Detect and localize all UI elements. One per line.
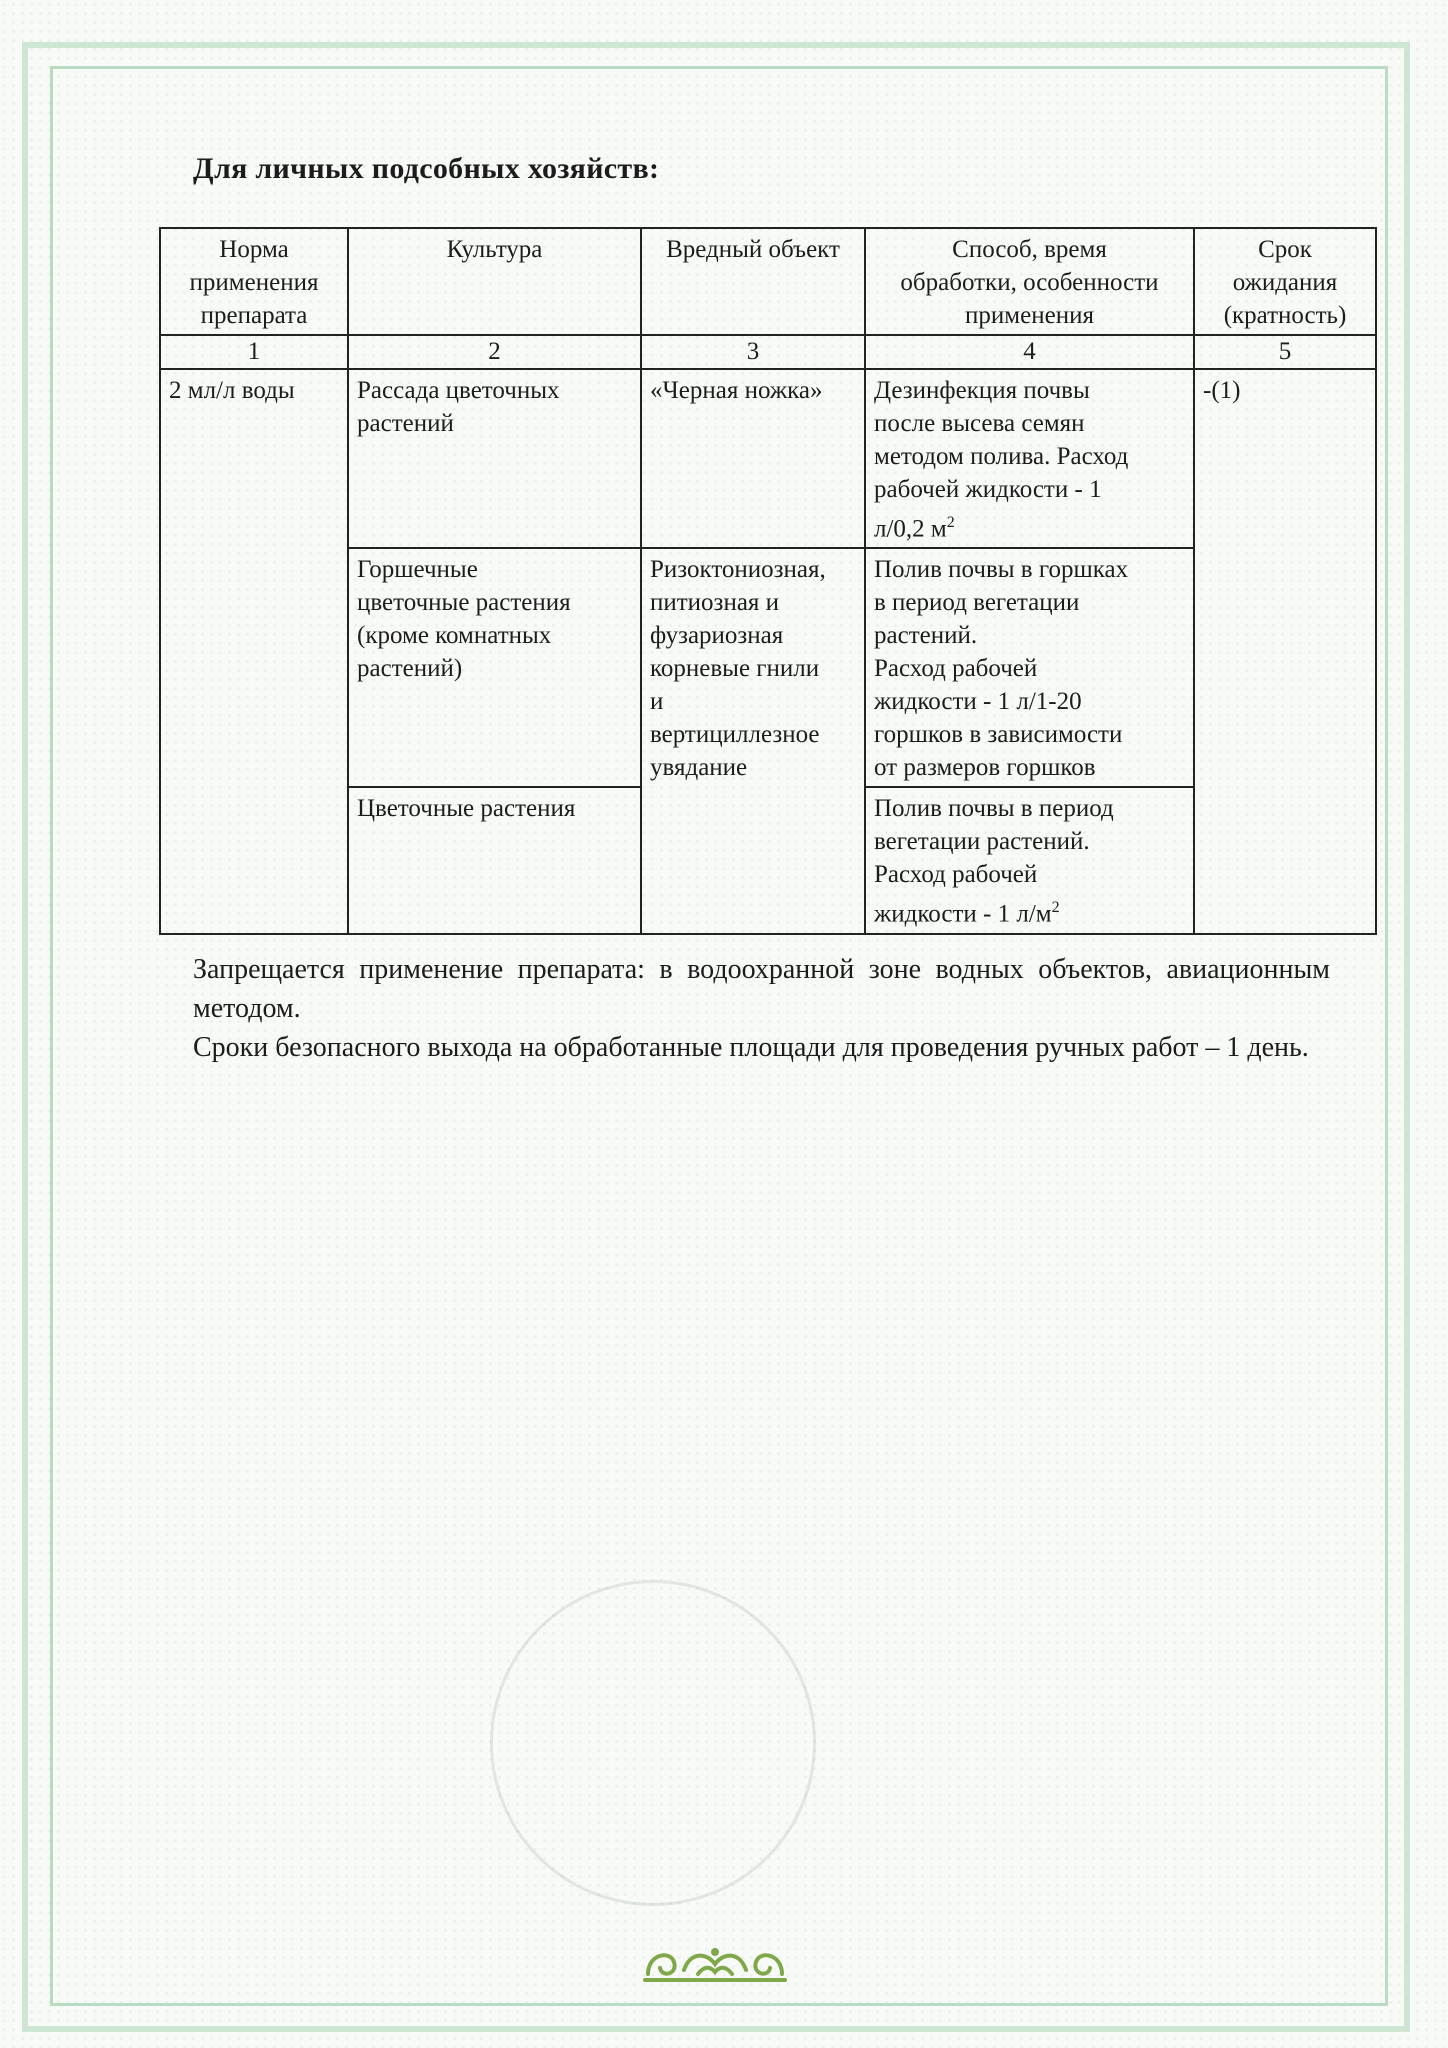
table-row bbox=[160, 369, 1376, 548]
header-pest: Вредный объект bbox=[641, 228, 865, 335]
header-rate: Норма применения препарата bbox=[160, 228, 348, 335]
column-number: 4 bbox=[865, 335, 1194, 369]
column-number-row bbox=[160, 335, 1376, 369]
culture-cell: Рассада цветочных растений bbox=[348, 369, 641, 548]
superscript: 2 bbox=[946, 514, 955, 531]
faded-seal-stamp bbox=[490, 1580, 816, 1906]
column-number: 3 bbox=[641, 335, 865, 369]
waiting-cell: -(1) bbox=[1194, 369, 1376, 934]
column-number: 5 bbox=[1194, 335, 1376, 369]
culture-cell: Горшечные цветочные растения (кроме комнатных растений) bbox=[348, 548, 641, 787]
header-method: Способ, время обработки, особенности применения bbox=[865, 228, 1194, 335]
culture-cell: Цветочные растения bbox=[348, 787, 641, 933]
rate-cell: 2 мл/л воды bbox=[160, 369, 348, 934]
header-culture: Культура bbox=[348, 228, 641, 335]
safety-period-paragraph: Сроки безопасного выхода на обработанные площади для проведения ручных работ – 1 день. bbox=[193, 1032, 1309, 1063]
decorative-ornament-icon bbox=[640, 1940, 790, 1984]
method-cell: Полив почвы в горшках в период вегетации растений. Расход рабочей жидкости - 1 л/1-20 горшков в зависимости от размеров горшков bbox=[865, 548, 1194, 787]
method-cell: Дезинфекция почвы после высева семян методом полива. Расход рабочей жидкости - 1 л/0,2 $м^2$ bbox=[865, 369, 1194, 548]
column-number: 2 bbox=[348, 335, 641, 369]
column-number: 1 bbox=[160, 335, 348, 369]
section-heading: Для личных подсобных хозяйств: bbox=[193, 152, 660, 185]
method-cell: Полив почвы в период вегетации растений. Расход рабочей жидкости - 1 $л/м^2$ bbox=[865, 787, 1194, 933]
header-waiting: Срок ожидания (кратность) bbox=[1194, 228, 1376, 335]
pest-cell: Ризоктониозная, питиозная и фузариозная корневые гнили и вертициллезное увядание bbox=[641, 548, 865, 933]
restriction-paragraph: Запрещается применение препарата: в водоохранной зоне водных объектов, авиационным методом. bbox=[193, 954, 1330, 1024]
pest-cell: «Черная ножка» bbox=[641, 369, 865, 548]
table-header-row bbox=[160, 228, 1376, 335]
application-table bbox=[159, 227, 1377, 935]
superscript: 2 bbox=[1051, 899, 1060, 917]
